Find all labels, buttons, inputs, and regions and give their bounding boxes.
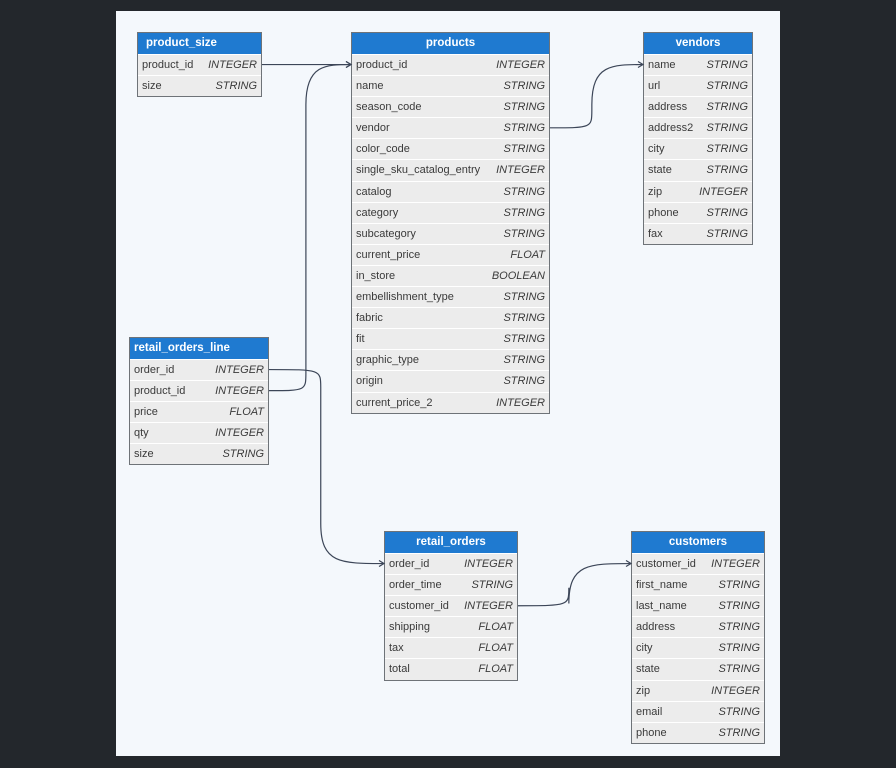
field-name: customer_id: [636, 558, 696, 570]
field-type: INTEGER: [215, 427, 264, 440]
field-row-address[interactable]: [644, 96, 752, 117]
field-type: INTEGER: [464, 558, 513, 570]
field-name: name: [648, 59, 676, 71]
field-row-fax[interactable]: [644, 223, 752, 244]
table-title: products: [352, 33, 549, 54]
field-name: product_id: [356, 59, 408, 71]
field-type: STRING: [718, 642, 760, 655]
field-name: vendor: [356, 122, 390, 135]
field-row-state[interactable]: [632, 658, 764, 679]
field-name: color_code: [356, 143, 410, 156]
field-name: fabric: [356, 312, 383, 325]
field-row-product_id[interactable]: [352, 54, 549, 75]
field-name: embellishment_type: [356, 291, 454, 304]
field-type: STRING: [706, 80, 748, 93]
field-type: STRING: [718, 621, 760, 634]
field-row-price[interactable]: [130, 401, 268, 422]
field-name: single_sku_catalog_entry: [356, 164, 481, 177]
field-name: fit: [356, 333, 365, 346]
field-type: STRING: [706, 143, 748, 156]
field-row-first_name[interactable]: [632, 574, 764, 595]
field-type: STRING: [503, 101, 545, 114]
field-name: current_price_2: [356, 396, 433, 409]
field-type: INTEGER: [496, 59, 545, 71]
field-row-category[interactable]: [352, 202, 549, 223]
field-row-size[interactable]: [138, 75, 261, 96]
field-type: FLOAT: [478, 621, 513, 634]
field-row-subcategory[interactable]: [352, 223, 549, 244]
field-name: city: [648, 143, 665, 156]
field-type: STRING: [706, 122, 748, 135]
field-row-zip[interactable]: [644, 181, 752, 202]
field-row-embellishment_type[interactable]: [352, 286, 549, 307]
field-row-in_store[interactable]: [352, 265, 549, 286]
field-name: in_store: [356, 269, 396, 282]
field-type: STRING: [706, 227, 748, 240]
field-row-city[interactable]: [632, 637, 764, 658]
field-name: total: [389, 663, 410, 676]
field-type: STRING: [503, 206, 545, 219]
field-row-address2[interactable]: [644, 117, 752, 138]
field-row-current_price_2[interactable]: [352, 392, 549, 413]
field-row-order_time[interactable]: [385, 574, 517, 595]
field-name: fax: [648, 227, 663, 240]
field-type: INTEGER: [215, 364, 264, 376]
field-name: season_code: [356, 101, 422, 114]
field-row-season_code[interactable]: [352, 96, 549, 117]
field-row-phone[interactable]: [632, 722, 764, 743]
field-type: STRING: [503, 122, 545, 135]
field-name: size: [142, 80, 162, 93]
field-type: INTEGER: [208, 59, 257, 71]
field-name: first_name: [636, 579, 688, 592]
field-row-address[interactable]: [632, 616, 764, 637]
table-products[interactable]: [351, 32, 550, 414]
field-type: STRING: [718, 579, 760, 592]
field-type: STRING: [706, 59, 748, 71]
field-type: STRING: [222, 448, 264, 461]
field-name: state: [636, 663, 660, 676]
table-title: vendors: [644, 33, 752, 54]
field-type: FLOAT: [229, 406, 264, 419]
field-type: STRING: [706, 164, 748, 177]
field-type: STRING: [718, 726, 760, 739]
table-title: retail_orders: [385, 532, 517, 553]
field-name: email: [636, 705, 663, 718]
field-type: STRING: [706, 206, 748, 219]
field-row-order_id[interactable]: [130, 359, 268, 380]
field-type: STRING: [503, 185, 545, 198]
field-row-name[interactable]: [644, 54, 752, 75]
field-name: category: [356, 206, 399, 219]
field-type: STRING: [718, 705, 760, 718]
field-row-product_id[interactable]: [130, 380, 268, 401]
field-name: catalog: [356, 185, 392, 198]
field-type: STRING: [503, 227, 545, 240]
field-row-state[interactable]: [644, 159, 752, 180]
table-retail_orders_line[interactable]: [129, 337, 269, 465]
field-row-tax[interactable]: [385, 637, 517, 658]
field-row-origin[interactable]: [352, 370, 549, 391]
field-name: city: [636, 642, 653, 655]
field-type: INTEGER: [464, 600, 513, 613]
field-row-color_code[interactable]: [352, 138, 549, 159]
field-name: state: [648, 164, 672, 177]
field-row-city[interactable]: [644, 138, 752, 159]
field-type: BOOLEAN: [491, 269, 545, 282]
field-type: STRING: [706, 101, 748, 114]
field-name: address2: [648, 122, 694, 135]
field-type: STRING: [503, 312, 545, 325]
field-name: product_id: [142, 59, 194, 71]
field-name: shipping: [389, 621, 430, 634]
field-type: STRING: [471, 579, 513, 592]
field-row-fabric[interactable]: [352, 307, 549, 328]
field-name: product_id: [134, 385, 186, 398]
field-type: STRING: [503, 291, 545, 304]
field-name: zip: [648, 185, 663, 198]
field-row-graphic_type[interactable]: [352, 349, 549, 370]
field-row-last_name[interactable]: [632, 595, 764, 616]
field-name: qty: [134, 427, 149, 440]
field-name: current_price: [356, 248, 421, 261]
field-name: name: [356, 80, 384, 93]
field-row-url[interactable]: [644, 75, 752, 96]
field-type: STRING: [503, 354, 545, 367]
field-row-zip[interactable]: [632, 680, 764, 701]
field-row-size[interactable]: [130, 443, 268, 464]
table-product_size[interactable]: [137, 32, 262, 97]
field-type: FLOAT: [510, 248, 545, 261]
field-type: INTEGER: [215, 385, 264, 398]
field-name: phone: [636, 726, 667, 739]
field-type: STRING: [718, 663, 760, 676]
field-type: STRING: [503, 333, 545, 346]
field-name: customer_id: [389, 600, 449, 613]
field-name: graphic_type: [356, 354, 419, 367]
field-name: price: [134, 406, 158, 419]
field-type: STRING: [503, 80, 545, 93]
field-row-product_id[interactable]: [138, 54, 261, 75]
field-row-email[interactable]: [632, 701, 764, 722]
field-name: zip: [636, 684, 651, 697]
table-title: retail_orders_line: [130, 338, 268, 359]
field-name: address: [648, 101, 688, 114]
field-row-qty[interactable]: [130, 422, 268, 443]
field-name: phone: [648, 206, 679, 219]
field-type: INTEGER: [699, 185, 748, 198]
field-row-single_sku_catalog_entry[interactable]: [352, 159, 549, 180]
table-customers[interactable]: [631, 531, 765, 744]
field-row-phone[interactable]: [644, 202, 752, 223]
field-name: order_time: [389, 579, 442, 592]
field-name: last_name: [636, 600, 687, 613]
field-row-total[interactable]: [385, 658, 517, 679]
field-type: INTEGER: [496, 396, 545, 409]
field-row-name[interactable]: [352, 75, 549, 96]
field-type: STRING: [503, 143, 545, 156]
table-vendors[interactable]: [643, 32, 753, 245]
table-title: customers: [632, 532, 764, 553]
table-retail_orders[interactable]: [384, 531, 518, 681]
field-name: subcategory: [356, 227, 416, 240]
field-row-catalog[interactable]: [352, 181, 549, 202]
field-type: FLOAT: [478, 642, 513, 655]
table-title: product_size: [138, 33, 261, 54]
field-type: STRING: [503, 375, 545, 388]
field-name: tax: [389, 642, 404, 655]
field-name: order_id: [389, 558, 430, 570]
field-type: FLOAT: [478, 663, 513, 676]
field-row-shipping[interactable]: [385, 616, 517, 637]
field-name: url: [648, 80, 661, 93]
field-row-order_id[interactable]: [385, 553, 517, 574]
field-name: order_id: [134, 364, 175, 376]
field-type: INTEGER: [711, 684, 760, 697]
field-name: size: [134, 448, 154, 461]
field-name: address: [636, 621, 676, 634]
field-name: origin: [356, 375, 383, 388]
field-type: INTEGER: [711, 558, 760, 570]
field-type: STRING: [718, 600, 760, 613]
field-row-customer_id[interactable]: [632, 553, 764, 574]
field-row-fit[interactable]: [352, 328, 549, 349]
field-type: STRING: [215, 80, 257, 93]
field-row-customer_id[interactable]: [385, 595, 517, 616]
field-row-vendor[interactable]: [352, 117, 549, 138]
field-type: INTEGER: [496, 164, 545, 177]
field-row-current_price[interactable]: [352, 244, 549, 265]
